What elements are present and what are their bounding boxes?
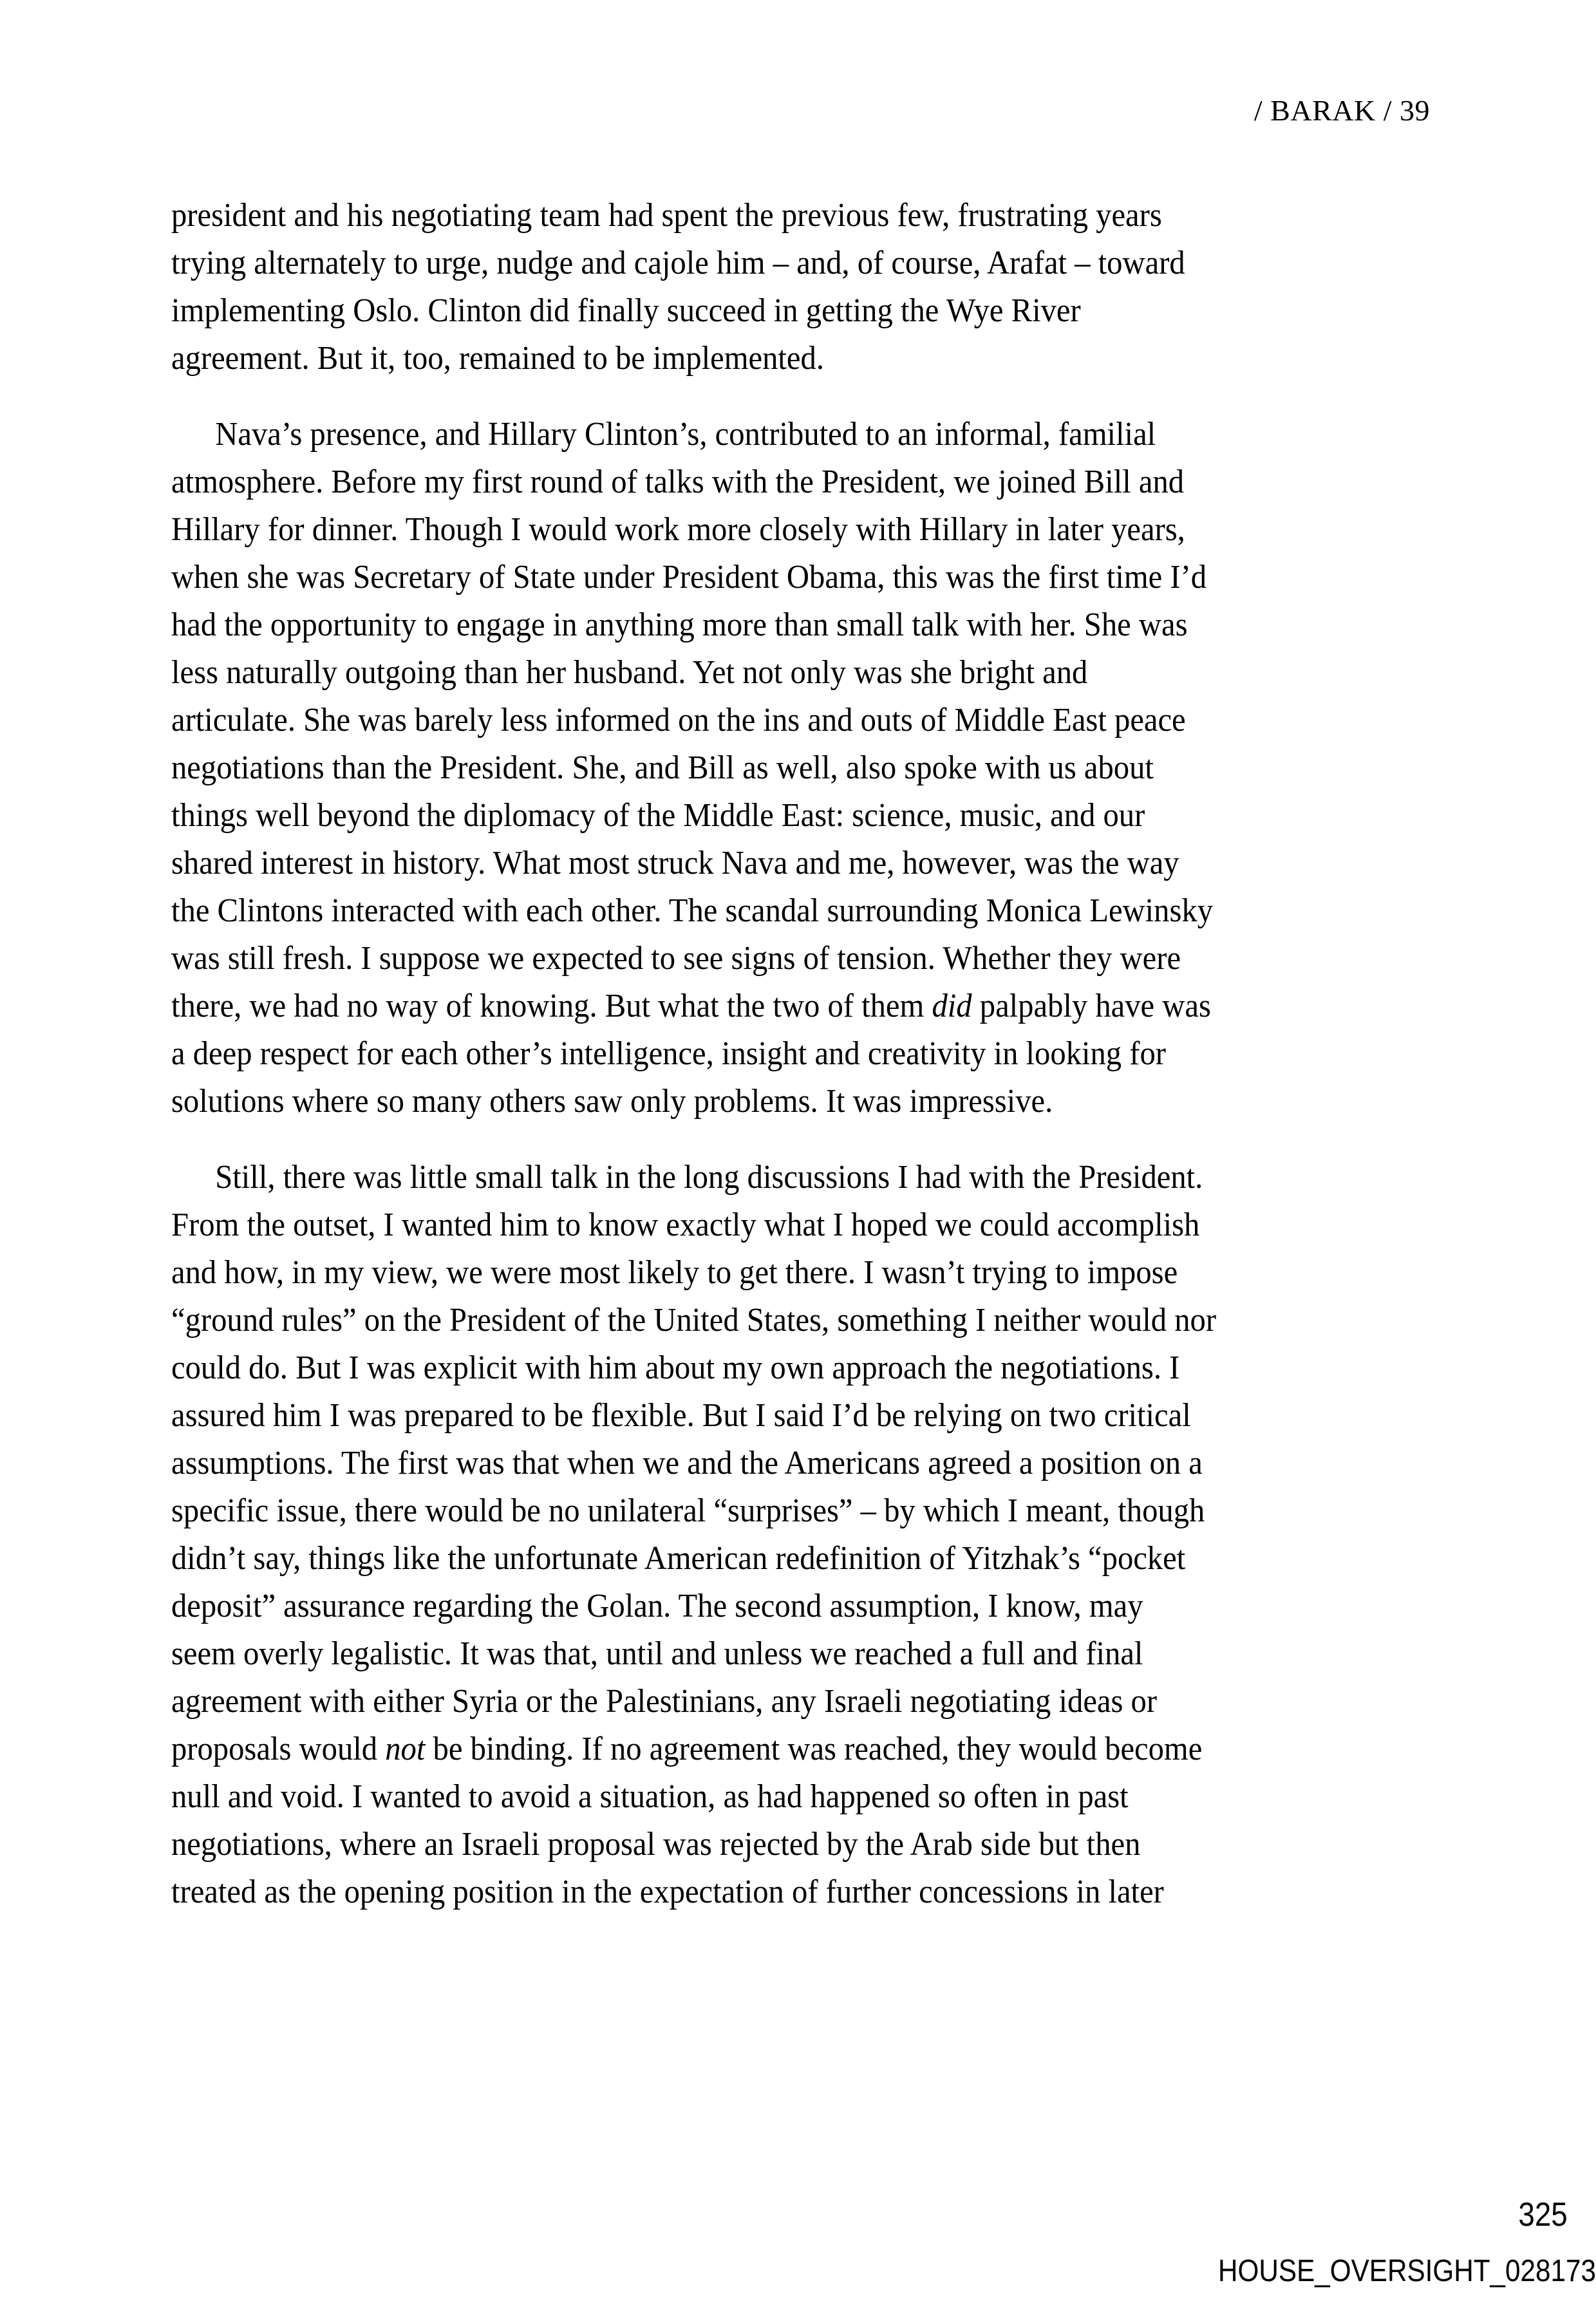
text-line bbox=[171, 1392, 1351, 1440]
text-line bbox=[171, 240, 1351, 287]
text-run: there, we had no way of knowing. But what the two of them bbox=[171, 988, 932, 1024]
text-line bbox=[171, 1078, 1351, 1125]
text-line bbox=[171, 458, 1351, 506]
text-line bbox=[171, 1583, 1351, 1630]
text-run: solutions where so many others saw only problems. It was impressive. bbox=[171, 1083, 1053, 1120]
text-line bbox=[171, 335, 1351, 382]
text-line bbox=[171, 792, 1351, 840]
text-line bbox=[171, 1030, 1351, 1078]
text-line bbox=[171, 601, 1351, 649]
text-run: proposals would bbox=[171, 1731, 386, 1767]
bates-number: HOUSE_OVERSIGHT_028173 bbox=[1218, 2254, 1596, 2288]
text-run: and how, in my view, we were most likely to get there. I wasn’t trying to impose bbox=[171, 1254, 1178, 1291]
text-line bbox=[171, 1154, 1351, 1201]
text-run: null and void. I wanted to avoid a situation, as had happened so often in past bbox=[171, 1778, 1129, 1815]
text-run: implementing Oslo. Clinton did finally succeed in getting the Wye River bbox=[171, 292, 1081, 329]
text-run: didn’t say, things like the unfortunate American redefinition of Yitzhak’s “pocket bbox=[171, 1540, 1186, 1577]
paragraph bbox=[171, 1154, 1433, 1916]
text-line bbox=[171, 1535, 1351, 1583]
text-line bbox=[171, 1297, 1351, 1344]
text-line bbox=[171, 1630, 1351, 1678]
text-run: treated as the opening position in the expectation of further concessions in later bbox=[171, 1874, 1164, 1910]
emphasized-text: did bbox=[932, 988, 972, 1024]
text-run: agreement with either Syria or the Palestinians, any Israeli negotiating ideas or bbox=[171, 1683, 1158, 1720]
text-run: things well beyond the diplomacy of the Middle East: science, music, and our bbox=[171, 797, 1145, 834]
text-run: seem overly legalistic. It was that, until and unless we reached a full and final bbox=[171, 1635, 1143, 1672]
text-run: Hillary for dinner. Though I would work more closely with Hillary in later years, bbox=[171, 511, 1185, 548]
text-run: From the outset, I wanted him to know exactly what I hoped we could accomplish bbox=[171, 1207, 1200, 1243]
text-line bbox=[171, 1344, 1351, 1392]
text-line bbox=[171, 411, 1351, 458]
text-line bbox=[171, 887, 1351, 935]
text-run: trying alternately to urge, nudge and cajole him – and, of course, Arafat – toward bbox=[171, 245, 1185, 281]
text-run: “ground rules” on the President of the United States, something I neither would nor bbox=[171, 1302, 1217, 1339]
paragraph bbox=[171, 192, 1433, 382]
text-run: assured him I was prepared to be flexible. But I said I’d be relying on two critical bbox=[171, 1397, 1191, 1434]
text-run: negotiations, where an Israeli proposal was rejected by the Arab side but then bbox=[171, 1826, 1141, 1863]
text-run: deposit” assurance regarding the Golan. The second assumption, I know, may bbox=[171, 1588, 1143, 1624]
text-run: less naturally outgoing than her husband. Yet not only was she bright and bbox=[171, 654, 1088, 691]
text-line bbox=[171, 1487, 1351, 1535]
text-line bbox=[171, 1773, 1351, 1821]
text-line bbox=[171, 982, 1351, 1030]
paragraph bbox=[171, 411, 1433, 1125]
text-run: specific issue, there would be no unilateral “surprises” – by which I meant, though bbox=[171, 1492, 1205, 1529]
text-run: palpably have was bbox=[972, 988, 1211, 1024]
running-head: / BARAK / 39 bbox=[1253, 94, 1430, 127]
text-line bbox=[171, 1868, 1351, 1916]
text-line bbox=[171, 1201, 1351, 1249]
text-line bbox=[171, 554, 1351, 601]
text-line bbox=[171, 287, 1351, 335]
text-line bbox=[171, 506, 1351, 554]
text-line bbox=[171, 1678, 1351, 1725]
text-run: be binding. If no agreement was reached, they would become bbox=[425, 1731, 1203, 1767]
text-line bbox=[171, 840, 1351, 887]
text-line bbox=[171, 744, 1351, 792]
text-line bbox=[171, 192, 1351, 240]
text-run: articulate. She was barely less informed on the ins and outs of Middle East peace bbox=[171, 702, 1186, 738]
text-line bbox=[171, 649, 1351, 697]
text-run: could do. But I was explicit with him about my own approach the negotiations. I bbox=[171, 1349, 1180, 1386]
page-number: 325 bbox=[1518, 2196, 1568, 2233]
text-run: assumptions. The first was that when we and the Americans agreed a position on a bbox=[171, 1445, 1203, 1481]
text-run: atmosphere. Before my first round of talks with the President, we joined Bill and bbox=[171, 464, 1185, 500]
text-line bbox=[171, 697, 1351, 744]
text-run: Still, there was little small talk in the long discussions I had with the President. bbox=[215, 1159, 1203, 1196]
body-text bbox=[171, 192, 1433, 1944]
text-run: a deep respect for each other’s intelligence, insight and creativity in looking for bbox=[171, 1035, 1166, 1072]
text-run: had the opportunity to engage in anything more than small talk with her. She was bbox=[171, 606, 1188, 643]
text-run: when she was Secretary of State under President Obama, this was the first time I’d bbox=[171, 559, 1207, 596]
text-run: president and his negotiating team had spent the previous few, frustrating years bbox=[171, 197, 1162, 234]
text-run: Nava’s presence, and Hillary Clinton’s, contributed to an informal, familial bbox=[215, 416, 1156, 453]
text-line bbox=[171, 1725, 1351, 1773]
text-line bbox=[171, 1249, 1351, 1297]
text-run: the Clintons interacted with each other. The scandal surrounding Monica Lewinsky bbox=[171, 892, 1214, 929]
text-run: agreement. But it, too, remained to be implemented. bbox=[171, 340, 824, 377]
text-run: was still fresh. I suppose we expected to see signs of tension. Whether they were bbox=[171, 940, 1181, 977]
text-line bbox=[171, 1821, 1351, 1868]
text-line bbox=[171, 935, 1351, 982]
emphasized-text: not bbox=[385, 1731, 426, 1767]
text-run: negotiations than the President. She, and Bill as well, also spoke with us about bbox=[171, 749, 1154, 786]
text-line bbox=[171, 1440, 1351, 1487]
text-run: shared interest in history. What most struck Nava and me, however, was the way bbox=[171, 845, 1179, 881]
